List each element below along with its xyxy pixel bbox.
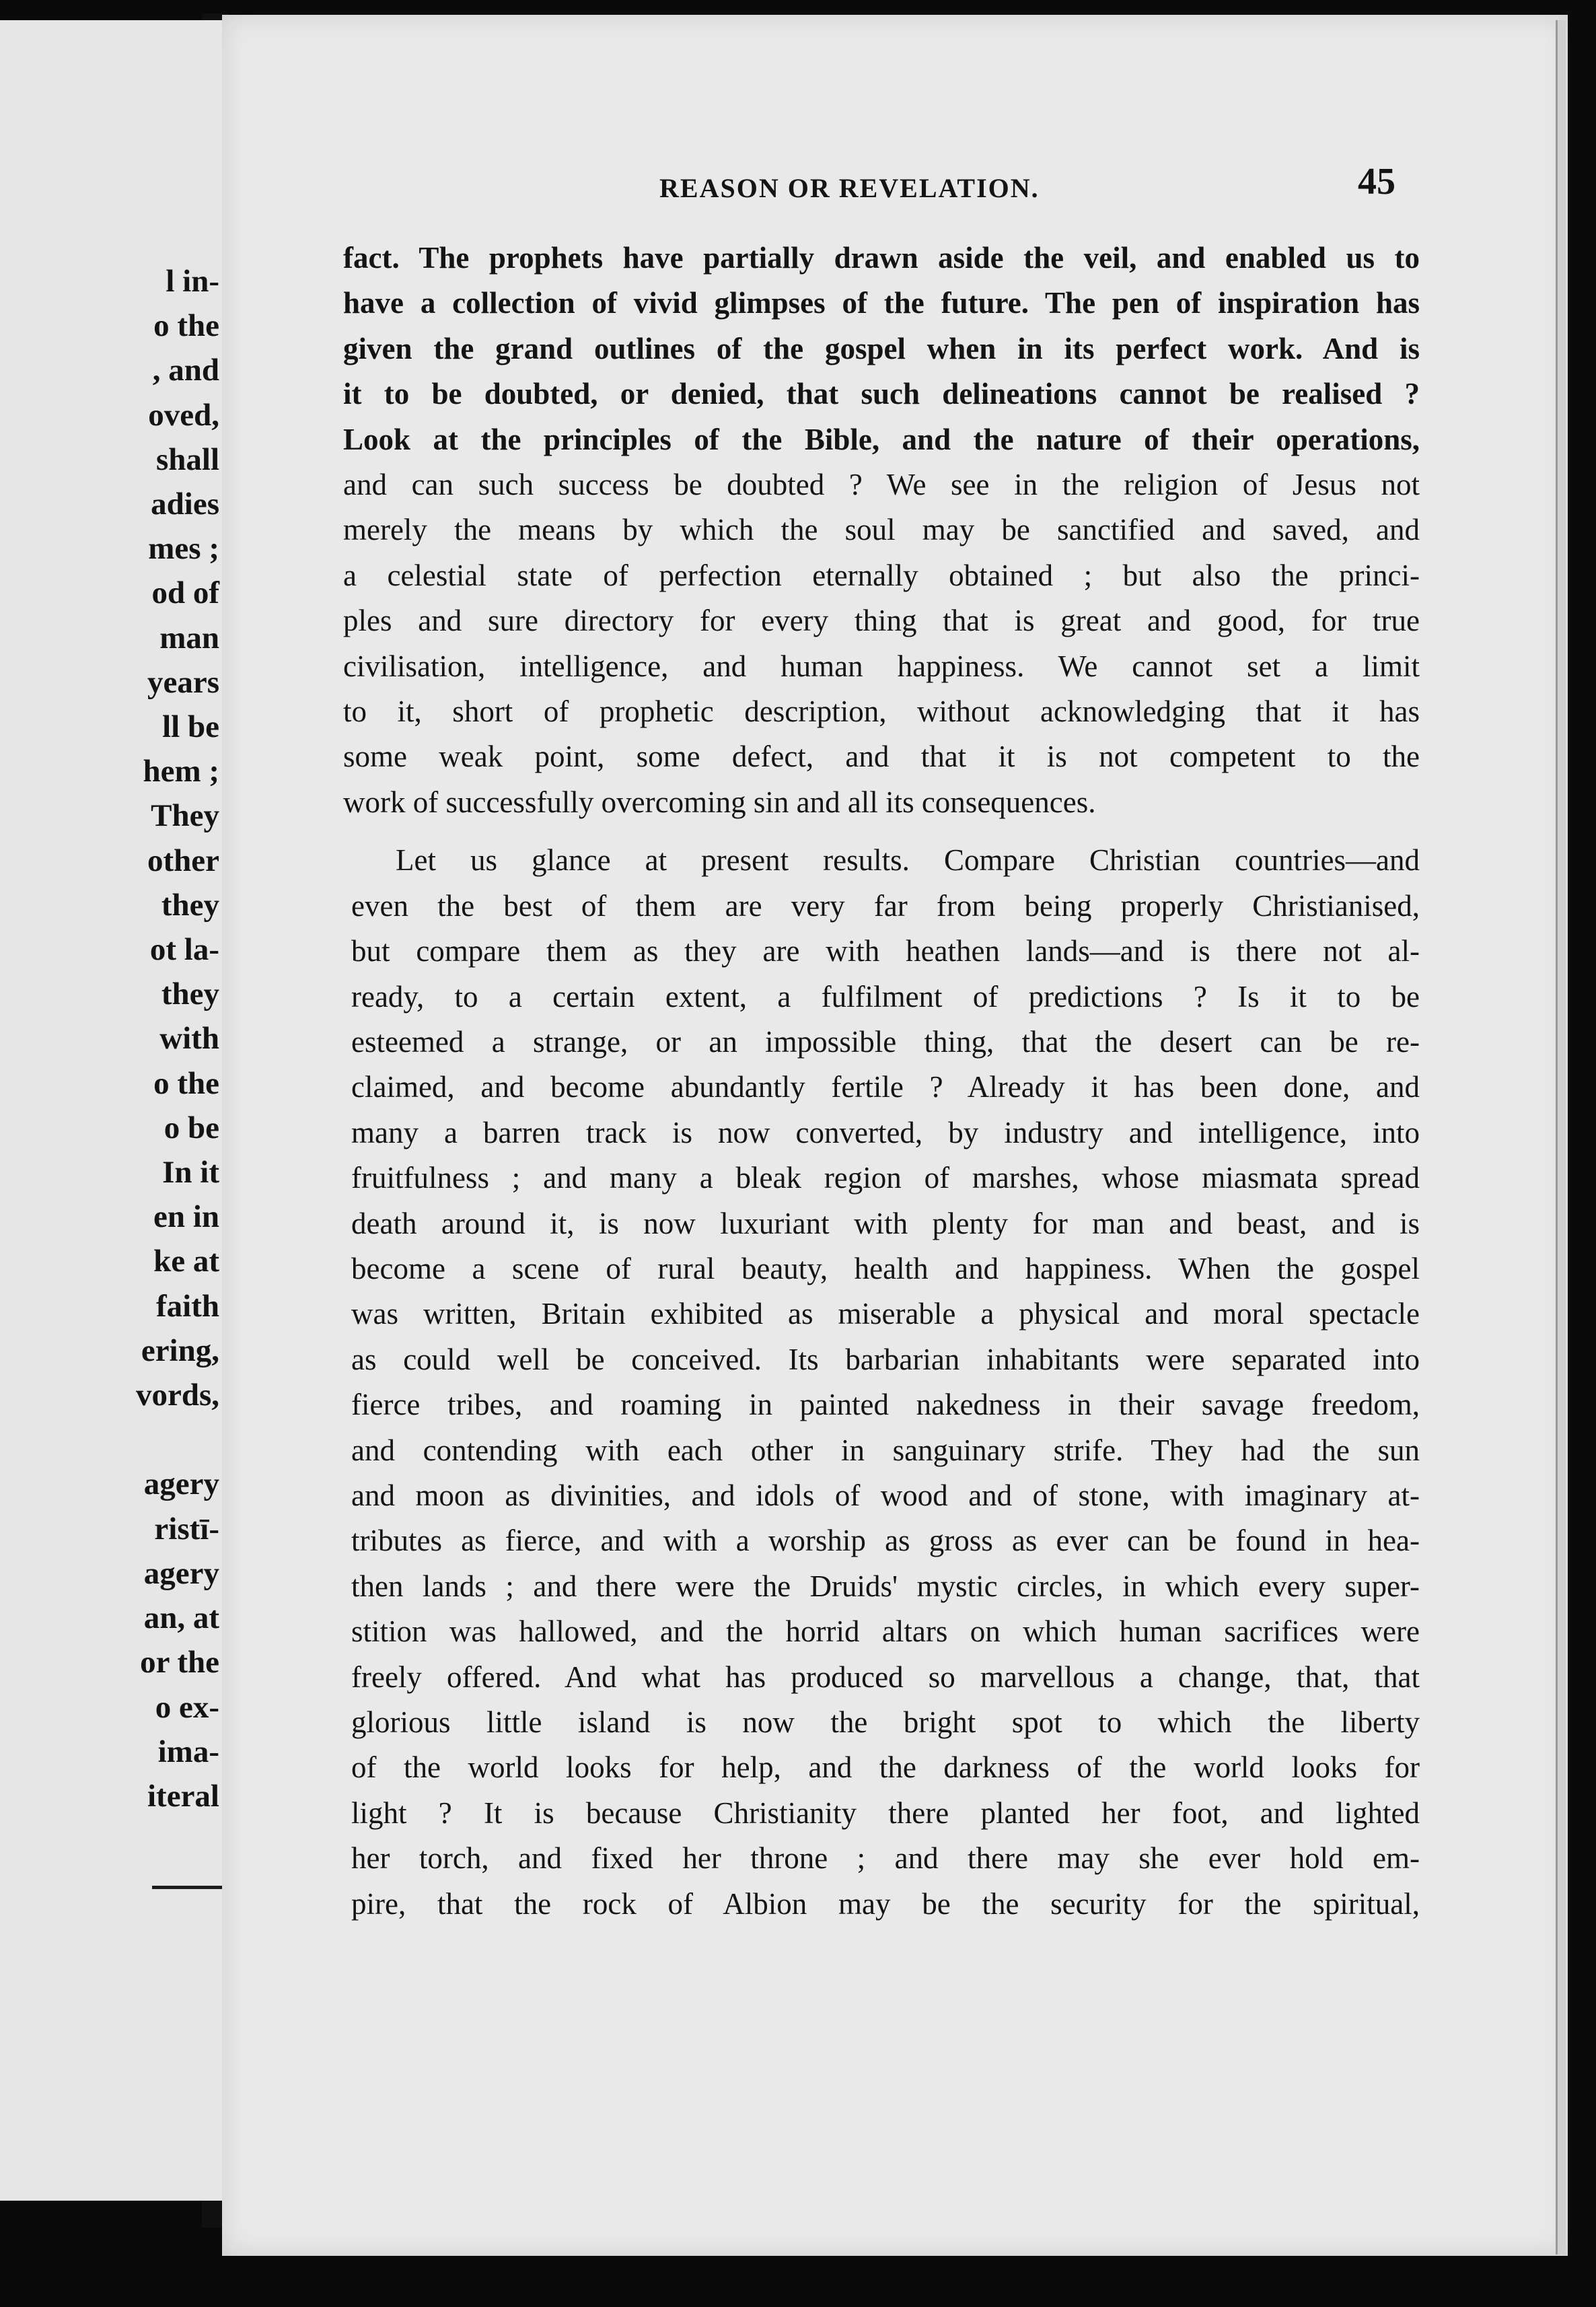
facing-line: mes ; bbox=[148, 531, 219, 567]
facing-line: oved, bbox=[148, 397, 219, 433]
facing-line: man bbox=[159, 620, 219, 655]
facing-line: od of bbox=[151, 575, 219, 611]
text-line: stition was hallowed, and the horrid altars on which human sacrifices were bbox=[351, 1614, 1420, 1649]
facing-line: adies bbox=[151, 487, 219, 522]
facing-line: they bbox=[161, 887, 219, 923]
text-line: civilisation, intelligence, and human happiness. We cannot set a limit bbox=[343, 649, 1420, 683]
facing-line: In it bbox=[162, 1155, 219, 1191]
facing-line: agery bbox=[143, 1555, 219, 1591]
page-number: 45 bbox=[1358, 161, 1395, 203]
facing-line: ke at bbox=[153, 1244, 219, 1279]
text-line: a celestial state of perfection eternally obtained ; but also the princi- bbox=[343, 558, 1420, 592]
facing-line bbox=[136, 1417, 219, 1462]
facing-line: ima- bbox=[157, 1734, 219, 1769]
facing-line: ristī- bbox=[154, 1511, 219, 1547]
paragraph-1 bbox=[343, 236, 1420, 825]
text-line: even the best of them are very far from being properly Christianised, bbox=[351, 888, 1420, 923]
text-line: ples and sure directory for every thing that is great and good, for true bbox=[343, 604, 1420, 638]
facing-line: agery bbox=[143, 1466, 219, 1502]
text-line: tributes as fierce, and with a worship as gross as ever can be found in hea- bbox=[351, 1524, 1420, 1558]
text-line: was written, Britain exhibited as miserable a physical and moral spectacle bbox=[351, 1297, 1420, 1331]
text-line: esteemed a strange, or an impossible thing, that the desert can be re- bbox=[351, 1024, 1420, 1059]
text-line: many a barren track is now converted, by industry and intelligence, into bbox=[351, 1115, 1420, 1149]
text-line: pire, that the rock of Albion may be the security for the spiritual, bbox=[351, 1886, 1420, 1921]
facing-line: l in- bbox=[166, 264, 219, 299]
text-line: her torch, and fixed her throne ; and there may she ever hold em- bbox=[351, 1841, 1420, 1876]
text-line: light ? It is because Christianity there planted her foot, and lighted bbox=[351, 1796, 1420, 1830]
page-edge bbox=[1556, 20, 1566, 2255]
text-line: and moon as divinities, and idols of wood and of stone, with imaginary at- bbox=[351, 1478, 1420, 1512]
facing-line: they bbox=[161, 977, 219, 1012]
page-body bbox=[343, 236, 1420, 1927]
text-line: as could well be conceived. Its barbarian inhabitants were separated into bbox=[351, 1342, 1420, 1376]
text-line: death around it, is now luxuriant with plenty for man and beast, and is bbox=[351, 1206, 1420, 1240]
text-line: become a scene of rural beauty, health and happiness. When the gospel bbox=[351, 1251, 1420, 1285]
page-header bbox=[437, 160, 1413, 207]
text-line: fact. The prophets have partially drawn aside the veil, and enabled us to bbox=[343, 241, 1420, 275]
text-line: Look at the principles of the Bible, and the nature of their operations, bbox=[343, 422, 1420, 456]
facing-line: ering, bbox=[141, 1333, 219, 1368]
text-line: Let us glance at present results. Compare Christian countries—and bbox=[396, 843, 1420, 878]
facing-page-rule bbox=[152, 1886, 226, 1889]
facing-line: , and bbox=[152, 353, 219, 388]
facing-line: iteral bbox=[147, 1778, 219, 1814]
text-line: work of successfully overcoming sin and all its consequences. bbox=[343, 785, 1096, 819]
facing-line: o the bbox=[153, 308, 219, 344]
text-line: claimed, and become abundantly fertile ? Already it has been done, and bbox=[351, 1070, 1420, 1104]
text-line: freely offered. And what has produced so marvellous a change, that, that bbox=[351, 1660, 1420, 1694]
facing-line: vords, bbox=[135, 1378, 219, 1413]
facing-line: faith bbox=[156, 1288, 219, 1324]
facing-page-left bbox=[0, 20, 238, 2201]
facing-line: years bbox=[147, 664, 219, 700]
facing-line: o ex- bbox=[155, 1689, 219, 1725]
text-line: merely the means by which the soul may be sanctified and saved, and bbox=[343, 513, 1420, 547]
text-line: then lands ; and there were the Druids' mystic circles, in which every super- bbox=[351, 1569, 1420, 1603]
facing-line: with bbox=[159, 1021, 219, 1057]
facing-line: other bbox=[147, 843, 219, 878]
text-line: some weak point, some defect, and that it is not competent to the bbox=[343, 740, 1420, 774]
text-line: of the world looks for help, and the darkness of the world looks for bbox=[351, 1750, 1420, 1785]
facing-line: or the bbox=[140, 1645, 219, 1680]
facing-line: o be bbox=[164, 1110, 219, 1145]
running-head: REASON OR REVELATION. bbox=[659, 173, 1040, 203]
facing-line: ll be bbox=[162, 709, 219, 745]
text-line: have a collection of vivid glimpses of the future. The pen of inspiration has bbox=[343, 286, 1420, 320]
text-line: to it, short of prophetic description, without acknowledging that it has bbox=[343, 695, 1420, 729]
text-line: fierce tribes, and roaming in painted nakedness in their savage freedom, bbox=[351, 1388, 1420, 1422]
facing-line: ot la- bbox=[149, 932, 219, 968]
text-line: it to be doubted, or denied, that such delineations cannot be realised ? bbox=[343, 377, 1420, 411]
text-line: and can such success be doubted ? We see in the religion of Jesus not bbox=[343, 468, 1420, 502]
facing-line: They bbox=[151, 798, 219, 834]
text-line: glorious little island is now the bright spot to which the liberty bbox=[351, 1705, 1420, 1739]
facing-line: hem ; bbox=[143, 754, 219, 789]
text-line: but compare them as they are with heathen lands—and is there not al- bbox=[351, 934, 1420, 968]
text-line: given the grand outlines of the gospel when in its perfect work. And is bbox=[343, 331, 1420, 365]
paragraph-2 bbox=[343, 838, 1420, 1927]
text-line: and contending with each other in sanguinary strife. They had the sun bbox=[351, 1433, 1420, 1467]
facing-line: an, at bbox=[143, 1600, 219, 1636]
facing-page-text bbox=[136, 259, 219, 1818]
facing-line: en in bbox=[153, 1199, 219, 1235]
facing-line: o the bbox=[153, 1065, 219, 1101]
text-line: fruitfulness ; and many a bleak region of marshes, whose miasmata spread bbox=[351, 1161, 1420, 1195]
text-line: ready, to a certain extent, a fulfilment of predictions ? Is it to be bbox=[351, 979, 1420, 1014]
facing-line: shall bbox=[155, 441, 219, 477]
